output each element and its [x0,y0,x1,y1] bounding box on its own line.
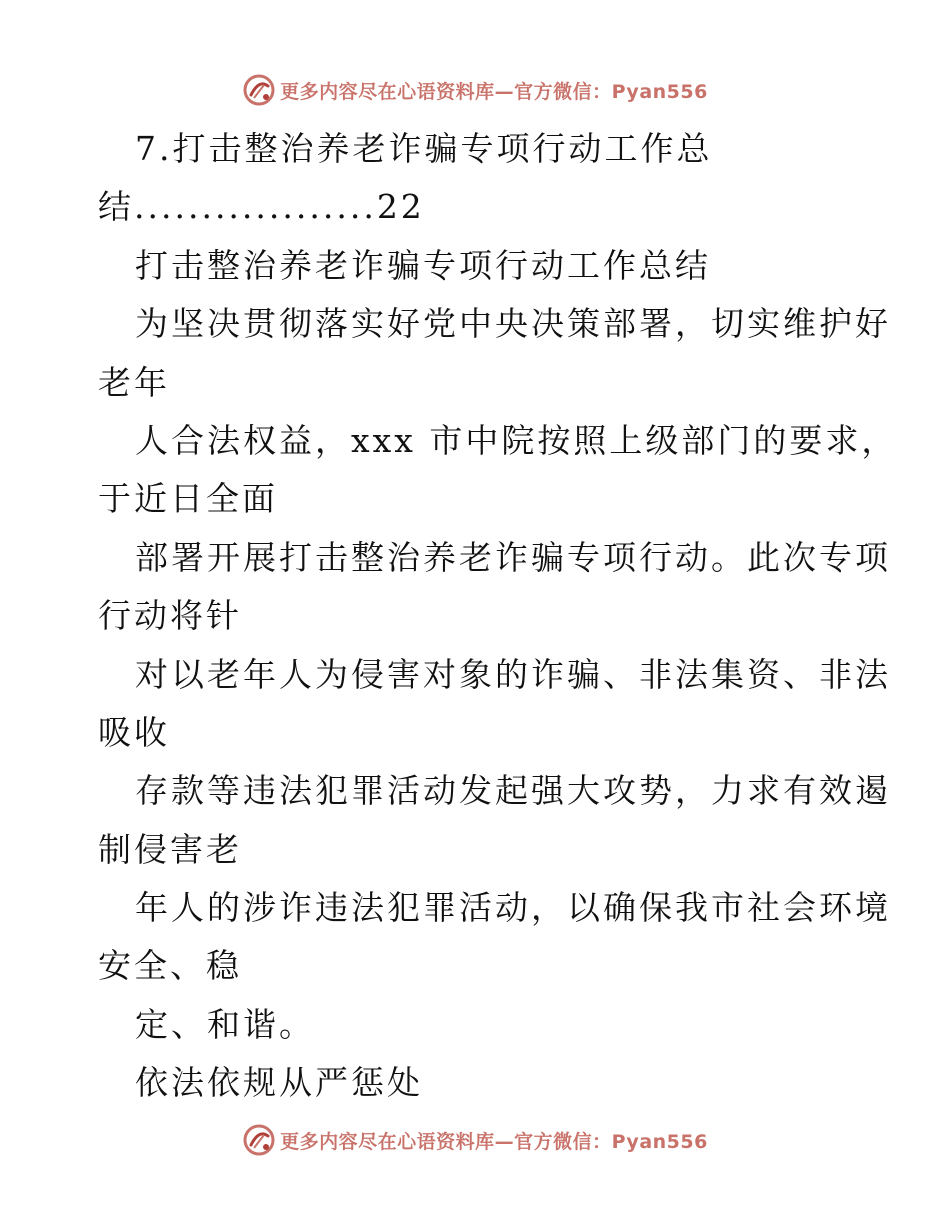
document-line: 依法依规从严惩处 [135,1063,423,1103]
document-line: 安全、稳 [98,946,242,986]
document-line: 为坚决贯彻落实好党中央决策部署，切实维护好 [135,304,891,344]
document-line: 结..................22 [98,187,425,227]
document-line: 存款等违法犯罪活动发起强大攻势，力求有效遏 [135,771,891,811]
document-line: 7.打击整治养老诈骗专项行动工作总 [135,129,713,168]
document-line: 行动将针 [98,596,242,636]
document-line: 定、和谐。 [135,1004,315,1044]
footer-watermark-banner [0,1120,950,1160]
seal-logo-icon [242,1123,276,1157]
document-line: 年人的涉诈违法犯罪活动，以确保我市社会环境 [135,888,891,928]
document-body [98,120,898,1113]
document-line: 老年 [98,362,170,402]
watermark-text: 更多内容尽在心语资料库—官方微信：Pyan556 [280,80,708,103]
document-line: 制侵害老 [98,829,242,869]
header-watermark-banner [0,70,950,110]
seal-logo-icon [242,73,276,107]
document-line: 于近日全面 [98,479,278,519]
document-line: 人合法权益，xxx 市中院按照上级部门的要求， [135,420,898,460]
document-line: 打击整治养老诈骗专项行动工作总结 [135,245,711,285]
document-line: 对以老年人为侵害对象的诈骗、非法集资、非法 [135,654,891,694]
document-line: 部署开展打击整治养老诈骗专项行动。此次专项 [135,537,891,577]
watermark-text: 更多内容尽在心语资料库—官方微信：Pyan556 [280,1130,708,1153]
document-line: 吸收 [98,712,170,752]
